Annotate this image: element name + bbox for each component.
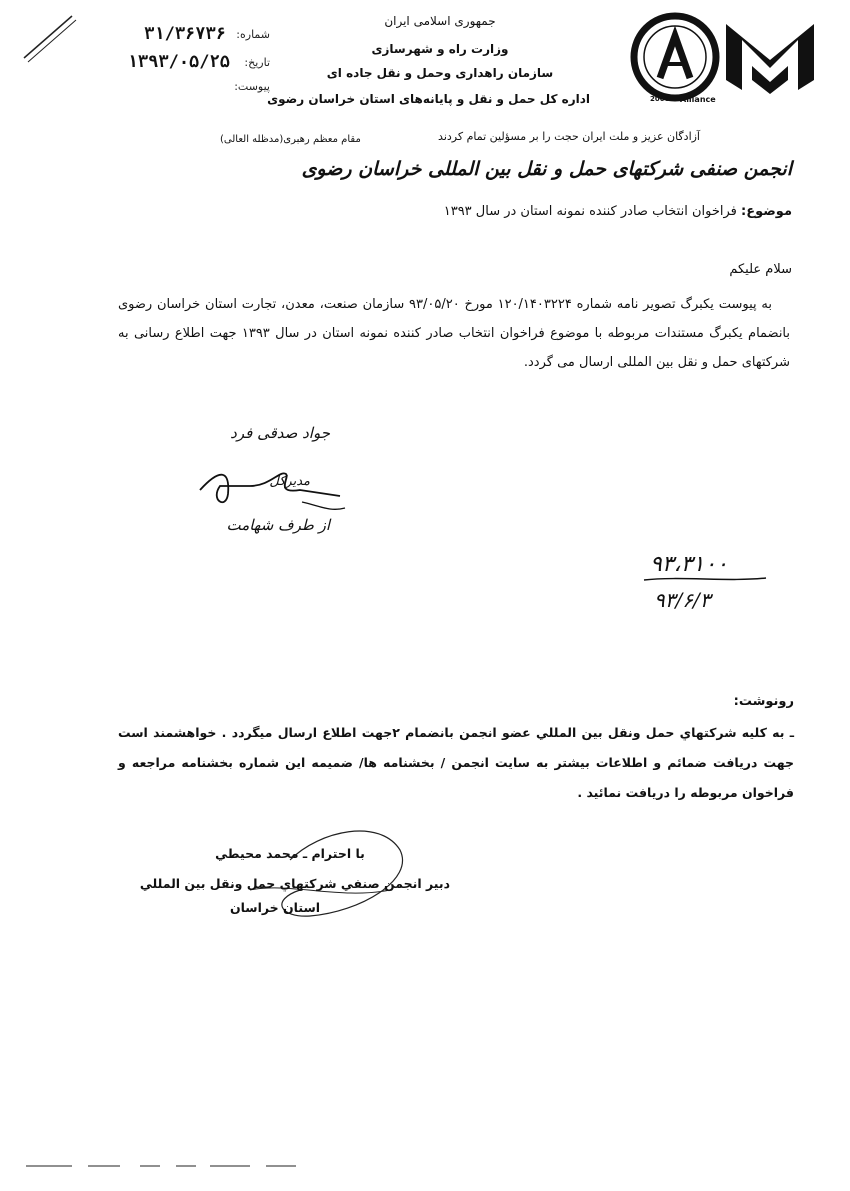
bottom-scan-marks [20, 1160, 320, 1172]
cc-text: ـ به کلیه شرکتهاي حمل ونقل بین المللي عضو انجمن بانضمام ۲جهت اطلاع ارسال میگردد . خواهشمند است جهت دریافت ضمائم و اطلاعات بیشتر به سایت انجمن / بخشنامه ها/ ضمیمه این شماره بخشنامه مراجعه و فراخوان مربوطه را دریافت نمائید . [118, 725, 794, 800]
subject-label: موضوع: [741, 204, 792, 219]
handwritten-date: ۹۳/۶/۳ [654, 588, 711, 612]
organization-logo [722, 20, 817, 95]
cc-label: رونوشت: [733, 694, 794, 709]
letter-date-value: ۱۳۹۳/۰۵/۲۵ [127, 52, 230, 72]
annotation-underline [640, 574, 770, 584]
letter-number-value: ۳۱/۳۶۷۳۶ [144, 24, 226, 44]
logo-alliance-text: Alliance [680, 95, 716, 104]
logo-year: 2000 [650, 95, 670, 103]
subject-line [380, 204, 792, 226]
closing-name: با احترام ـ محمد محیطي [215, 846, 365, 861]
closing-province: استان خراسان [229, 900, 321, 915]
slogan [220, 130, 700, 150]
letter-number-row [120, 24, 270, 46]
recipient: انجمن صنفی شرکتهای حمل و نقل بین المللی خراسان رضوی [301, 158, 792, 180]
letter-attachment-label: پیوست: [234, 80, 270, 93]
handwritten-number: ۹۳،۳۱۰۰ [650, 552, 728, 577]
closing-position: دبیر انجمن صنفي شرکتهاي حمل ونقل بین المللي [139, 876, 450, 891]
certification-logo [630, 12, 720, 102]
slogan-text: آزادگان عزیز و ملت ایران حجت را بر مسؤلین تمام کردند [438, 130, 700, 143]
letter-attachment-row [120, 78, 270, 96]
signature-scribble [190, 460, 350, 520]
subject-text: فراخوان انتخاب صادر کننده نمونه استان در سال ۱۳۹۳ [443, 204, 737, 219]
signatory-name: جواد صدقی فرد [230, 424, 330, 442]
header-ministry: وزارت راه و شهرسازی [371, 42, 509, 56]
greeting: سلام علیکم [729, 262, 792, 277]
organization-emblem-icon [722, 20, 817, 95]
scan-mark [10, 10, 80, 70]
letter-date-label: تاریخ: [244, 56, 270, 69]
slogan-attribution: مقام معظم رهبری(مدظله العالی) [220, 134, 361, 145]
header-directorate: اداره کل حمل و نقل و پایانه‌های استان خراسان رضوی [267, 92, 590, 106]
ministry-header [267, 14, 590, 114]
body-paragraph: به پیوست یکبرگ تصویر نامه شماره ۱۲۰/۱۴۰۳۲۲۴ مورخ ۹۳/۰۵/۲۰ سازمان صنعت، معدن، تجارت استان خراسان رضوی بانضمام یکبرگ مستندات مربوطه با موضوع فراخوان انتخاب صادر کننده نمونه استان در سال ۱۳۹۳ جهت اطلاع رسانی به شرکتهای حمل و نقل بین المللی ارسال می گردد. [118, 297, 791, 370]
certification-seal-icon [630, 12, 720, 102]
header-organization: سازمان راهداری وحمل و نقل جاده ای [326, 66, 554, 80]
letter-date-row [120, 52, 270, 74]
signatory-title: مدیرکل [269, 474, 310, 489]
on-behalf-text: از طرف شهامت [226, 516, 330, 534]
header-country: جمهوری اسلامی ایران [384, 14, 496, 28]
letter-number-label: شماره: [236, 28, 270, 41]
